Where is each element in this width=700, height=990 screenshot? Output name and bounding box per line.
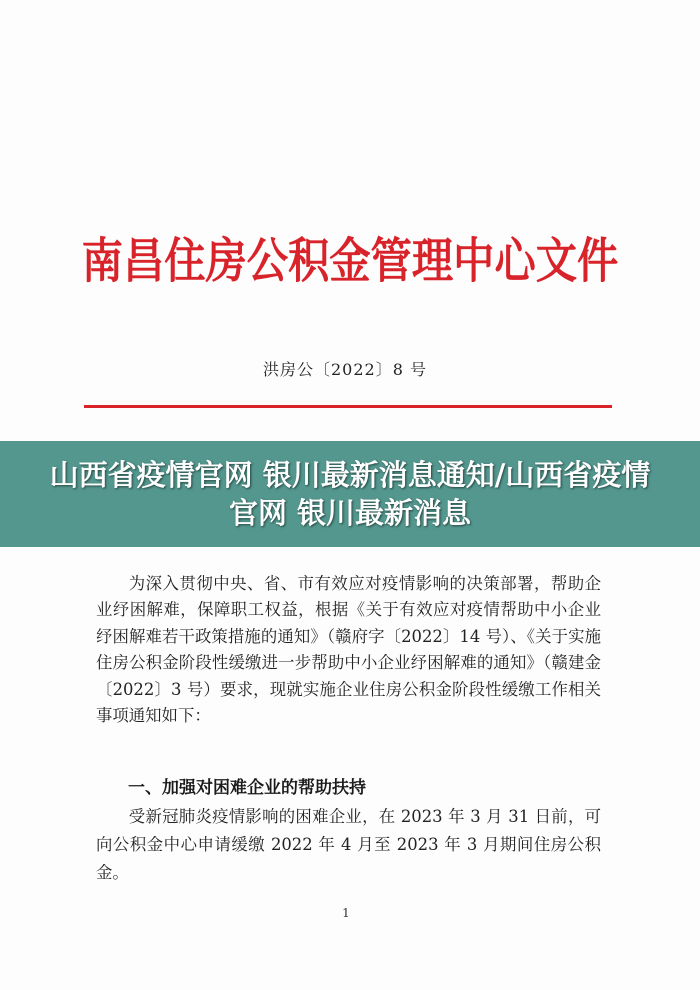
document-header-title: 南昌住房公积金管理中心文件: [81, 233, 619, 289]
page-number: 1: [342, 906, 350, 920]
document-body: [96, 571, 601, 729]
section-body: [96, 803, 601, 887]
title-banner: [0, 441, 700, 547]
red-divider-line: [84, 405, 612, 408]
section-heading: 一、加强对困难企业的帮助扶持: [128, 778, 366, 798]
banner-title: 山西省疫情官网 银川最新消息通知/山西省疫情官网 银川最新消息: [49, 458, 651, 530]
document-number: 洪房公〔2022〕8 号: [263, 360, 427, 379]
section-paragraph: 受新冠肺炎疫情影响的困难企业，在 2023 年 3 月 31 日前，可向公积金中心申请缓缴 2022 年 4 月至 2023 年 3 月期间住房公积金。: [96, 807, 601, 882]
body-paragraph: 为深入贯彻中央、省、市有效应对疫情影响的决策部署，帮助企业纾困解难，保障职工权益，根据《关于有效应对疫情帮助中小企业纾困解难若干政策措施的通知》（赣府字〔2022〕14 号）、《关于实施住房公积金阶段性缓缴进一步帮助中小企业纾困解难的通知》（赣建金〔2022〕3 号）要求，现就实施企业住房公积金阶段性缓缴工作相关事项通知如下：: [96, 574, 601, 726]
